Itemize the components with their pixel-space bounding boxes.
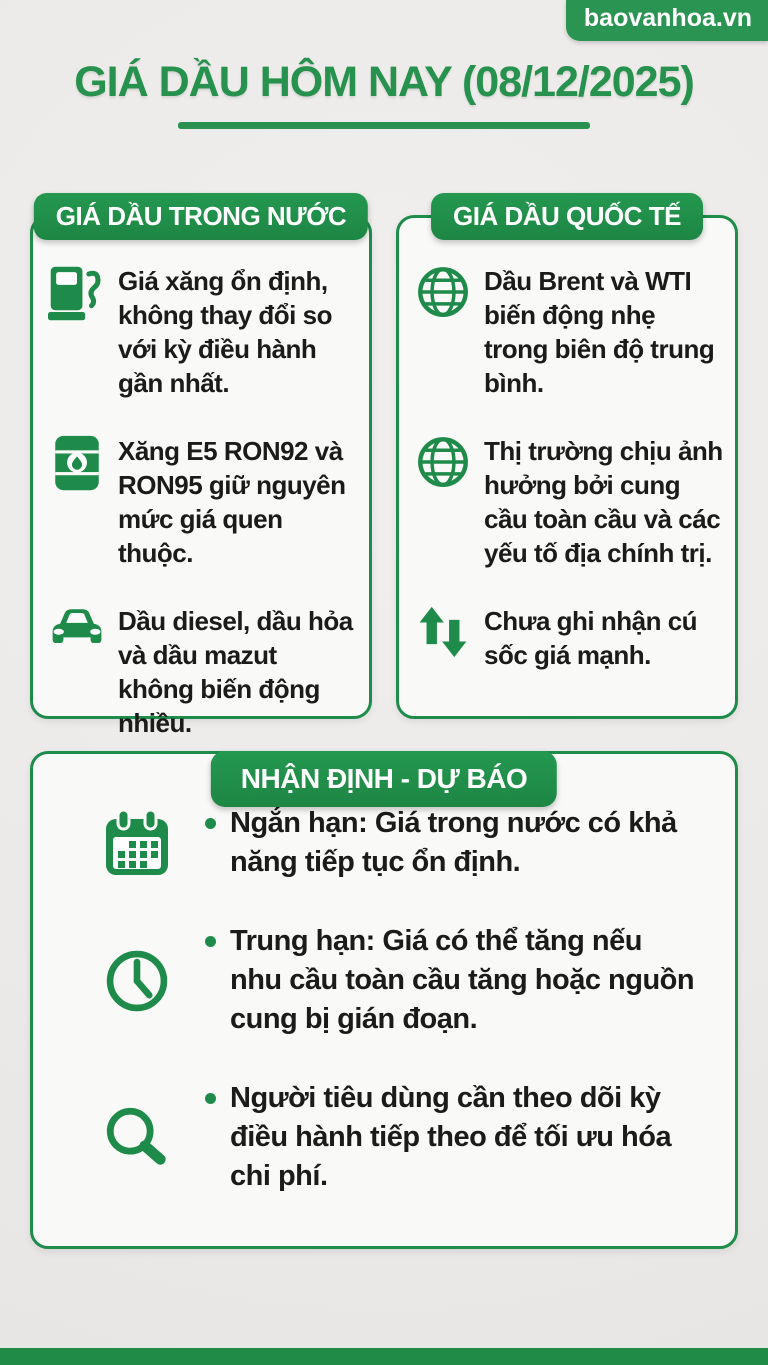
title-underline bbox=[178, 122, 590, 129]
bullet-dot-icon bbox=[205, 1093, 216, 1104]
calendar-icon bbox=[93, 807, 181, 879]
bullet-row bbox=[205, 804, 697, 882]
item-text: Người tiêu dùng cần theo dõi kỳ điều hành tiếp theo để tối ưu hóa chi phí. bbox=[230, 1082, 672, 1192]
section-domestic bbox=[30, 193, 372, 738]
list-item bbox=[411, 434, 723, 570]
section-domestic-header: GIÁ DẦU TRONG NƯỚC bbox=[34, 193, 368, 240]
brand-badge bbox=[566, 0, 768, 41]
list-item bbox=[45, 434, 357, 570]
oil-barrel-icon bbox=[45, 434, 109, 492]
brand-badge-label: baovanhoa.vn bbox=[583, 4, 752, 32]
item-text: Ngắn hạn: Giá trong nước có khả năng tiếp tục ổn định. bbox=[230, 807, 677, 878]
item-text: Trung hạn: Giá có thể tăng nếu nhu cầu toàn cầu tăng hoặc nguồn cung bị gián đoạn. bbox=[230, 925, 695, 1035]
page-title: GIÁ DẦU HÔM NAY (08/12/2025) bbox=[74, 58, 694, 106]
magnifier-icon bbox=[93, 1103, 181, 1173]
fuel-pump-icon bbox=[45, 264, 109, 322]
item-text: Giá xăng ổn định, không thay đổi so với kỳ điều hành gần nhất. bbox=[118, 266, 332, 398]
section-forecast bbox=[30, 751, 738, 1249]
list-item bbox=[411, 264, 723, 400]
section-forecast-card bbox=[30, 751, 738, 1249]
section-international-card bbox=[396, 215, 738, 719]
bullet-dot-icon bbox=[205, 936, 216, 947]
two-column-area bbox=[0, 193, 768, 738]
clock-icon bbox=[93, 947, 181, 1015]
bullet-dot-icon bbox=[205, 818, 216, 829]
section-domestic-card bbox=[30, 215, 372, 738]
list-item bbox=[93, 804, 697, 882]
bullet-row bbox=[205, 1079, 697, 1196]
item-text: Chưa ghi nhận cú sốc giá mạnh. bbox=[484, 606, 698, 670]
section-international bbox=[396, 193, 738, 719]
item-text: Thị trường chịu ảnh hưởng bởi cung cầu toàn cầu và các yếu tố địa chính trị. bbox=[484, 436, 723, 568]
footer-bar bbox=[0, 1348, 768, 1365]
item-text: Dầu Brent và WTI biến động nhẹ trong biên độ trung bình. bbox=[484, 266, 715, 398]
list-item bbox=[45, 604, 357, 740]
up-down-arrows-icon bbox=[411, 604, 475, 660]
section-international-header: GIÁ DẦU QUỐC TẾ bbox=[431, 193, 703, 240]
list-item bbox=[45, 264, 357, 400]
list-item bbox=[93, 922, 697, 1039]
bullet-row bbox=[205, 922, 697, 1039]
item-text: Xăng E5 RON92 và RON95 giữ nguyên mức giá quen thuộc. bbox=[118, 436, 346, 568]
car-icon bbox=[45, 604, 109, 651]
item-text: Dầu diesel, dầu hỏa và dầu mazut không biến động nhiều. bbox=[118, 606, 353, 738]
section-forecast-header: NHẬN ĐỊNH - DỰ BÁO bbox=[211, 751, 557, 807]
list-item bbox=[93, 1079, 697, 1196]
globe-icon bbox=[411, 434, 475, 490]
globe-icon bbox=[411, 264, 475, 320]
list-item bbox=[411, 604, 723, 672]
